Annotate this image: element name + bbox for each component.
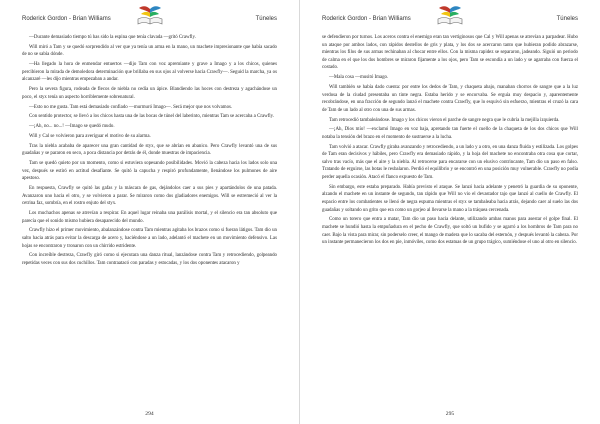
paragraph: se defendieron por turnos. Los aceros contra el enemigo eran tan vertiginosos que Cal y Will apenas se atrevían a parpadear. Hubo un ataque por ambos lados, con rápidos destellos de gris y plata, y los dos se acercaron tanto que hubieran podido abrazarse, mientras los filos de sus armas rechinaban al chocar entre ellos. Con la misma rapidez se separaron, jadeando. Siguió un periodo de calma en el que los dos hombres se miraron fijamente a los ojos, pero Tam se escondía a un lado y se agarraba con fuerza el costado. xyxy=(322,35,578,71)
paragraph: Will también se había dado cuenta: por entre los dedos de Tam, y chaqueta abajo, manaban chorros de sangre que a la luz verdosa de la ciudad presentaba un tinte negra. Estaba herido y se encorvaba. Se erguía muy despacio y, aparentemente recobrándose, en una fracción de segundo lanzó el machete contra Crawfly, que lo esquivó sin esfuerzo, mientras el cruzó la cara de Tam de un lado al otro con una de sus armas. xyxy=(322,84,578,113)
header-title: Túneles xyxy=(255,16,277,22)
page-body xyxy=(322,34,578,404)
paragraph: Will miró a Tam y se quedó sorprendido al ver que ya tenía un arma en la mano, un machete impresionante que había sacado de no se sabía dónde. xyxy=(22,44,277,58)
page-number: 294 xyxy=(145,411,154,417)
paragraph: Sin embargo, este estaba preparado. Había previsto el ataque. Se lanzó hacia adelante y penetró la guardia de su oponente, alzando el machete en un instante de segundo, tan rápido que Will no vio el devastador tajo que lanzó al cuello de Crawfly. El espacio entre los combatientes se llenó de negra espuma mientras el styx se tambaleaba hacia atrás, dejando caer al suelo las dos guadañas y soltando un grito que era como un gorjeo al llevarse la mano a la tráquea cercenada. xyxy=(322,184,578,213)
paragraph: —¡Ah, no... no...! —Imago se quedó mudo. xyxy=(29,124,115,130)
paragraph: Pero la severa figura, rodeada de flecos de niebla no cedía un ápice. Blandiendo las hoces con destreza y agachándose un poco, el styx tenía un aspecto horriblemente sobrenatural. xyxy=(22,87,277,100)
paragraph: Como un torero que entra a matar, Tam dio un paso hacia delante, utilizando ambas manos para asestar el golpe final. El machete se hundió hasta la empuñadura en el pecho de Crawfly, que soltó un bufido y se agarró a los hombros de Tam para no caer. Bajo la vista para mirar, sin poderselo creer, el mango de madera que lo sacaba del esternón, y después levantó la cabeza. Por un instante permanecieron los dos en pie, inmóviles, como dos estatuas de un grupo trágico, sumiéndose el uno al otro en silencio. xyxy=(322,217,578,246)
paragraph: En respuesta, Crawfly se quitó las gafas y la máscara de gas, dejándolos caer a sus pies y apartándolos de una patada. Avanzaron uno hacia el otro, y se volvieron a parar. Se miraron como dos gladiadores enemigos. Will se estremeció al ver la cetrina faz, sombría, en el rostro enjuto del styx. xyxy=(22,185,277,207)
paragraph: —Esto no me gusta. Tam está demasiado confiado —murmuró Imago—. Será mejor que nos volvamos. xyxy=(29,104,233,110)
paragraph: Will y Cal se volvieron para averiguar el motivo de su alarma. xyxy=(29,133,151,139)
page-number: 295 xyxy=(445,411,455,417)
page-header xyxy=(322,14,578,26)
book-emblem-icon xyxy=(135,5,165,27)
paragraph: —Ha llegado la hora de enmendar entuertos —dijo Tam con voz apremiante y grave a Imago y a los chicos, quienes percibieron la mirada de demoledora determinación que brillaba en sus ojos al volverse hacia Crawfly—. Seguid la marcha, ya os alcanzaré —les dijo mientras empezaban a andar. xyxy=(22,62,277,83)
paragraph: Los muchachos apenas se atrevían a respirar. En aquel lugar reinaba una parálisis mortal, y el silencio era tan absoluto que parecía que el sonido mismo hubiera desaparecido del mundo. xyxy=(22,210,277,224)
paragraph: Crawfly hizo el primer movimiento, abalanzándose contra Tam mientras agitaba los brazos como si fueran látigos. Tam dio un salto hacia atrás para evitar la descarga de acero y, haciéndose a un lado, adelantó el machete en un movimiento defensivo. Las hojas se encontraron y tronaron con un chirrido estridente. xyxy=(22,228,277,249)
paragraph: Tam retrocedió tambaleándose. Imago y los chicos vieron el parche de sangre negra que le cubría la mejilla izquierda. xyxy=(329,117,560,123)
header-title: Túneles xyxy=(556,16,578,22)
paragraph: —Mala cosa —musitó Imago. xyxy=(329,75,389,81)
book-emblem-icon xyxy=(435,5,465,27)
page-header xyxy=(22,14,277,26)
paragraph: Con sentido protector, se llevó a los chicos hasta una de las bocas de túnel del laberinto, mientras Tam se acercaba a Crawfly. xyxy=(29,114,274,120)
paragraph: Tam volvió a atacar. Crawfly giraba avanzando y retrocediendo, a un lado y a otro, en una danza fluida y estilizada. Los golpes de Tam eran decisivos y hábiles, pero Crawfly era demasiado rápido, y la hoja del machete no encontraba otra cosa que cortar, salvo tras vacío, más que el aire y la niebla. Al retrocerse para encararse con un elusivo contrincante, Tam dio un paso en falso. Tratando de erguirse, las botas le resbalaron. Perdió el equilibrio y se encontró en una posición muy vulnerable. Crawfly no podía perder aquella ocasión. Atacó el flanco expuesto de Tam. xyxy=(322,144,578,181)
paragraph: Con increíble destreza, Crawfly giró como si ejecutara una danza ritual, lanzándose contra Tam y retrocediendo, golpeando repetidas veces con sus dos cuchillos. Tam contraatacó con paradas y estocadas, y los dos oponentes atacaron y xyxy=(22,253,277,266)
header-author: Roderick Gordon - Brian Williams xyxy=(22,16,111,22)
header-author: Roderick Gordon - Brian Williams xyxy=(322,16,411,22)
paragraph: Tam se quedó quieto por un momento, como si estuviera sopesando posibilidades. Movió la cabeza hacia los lados solo una vez, después se estiró en actitud desafiante. Se quitó la capucha y respiró profundamente, llenándose los pulmones de aire apestoso. xyxy=(22,161,277,182)
right-page xyxy=(300,0,600,424)
paragraph: —Durante demasiado tiempo tú has sido la espina que tenía clavada —gritó Crawfly. xyxy=(29,35,196,40)
paragraph: Tras la niebla acababa de aparecer una gran cantidad de styx, que se abrían en abanico. Pero Crawfly levantó una de sus guadañas y se pararon en seco, a poca distancia por detrás de él, donde muestras de impaciencia. xyxy=(22,143,277,157)
page-body xyxy=(22,34,277,404)
paragraph: —¡Ah, Dios mío! —exclamó Imago en voz baja, apretando tan fuerte el cuello de la chaqueta de los dos chicos que Will notaba la tensión del brazo en el momento de sustraerse a la lucha. xyxy=(322,127,578,140)
